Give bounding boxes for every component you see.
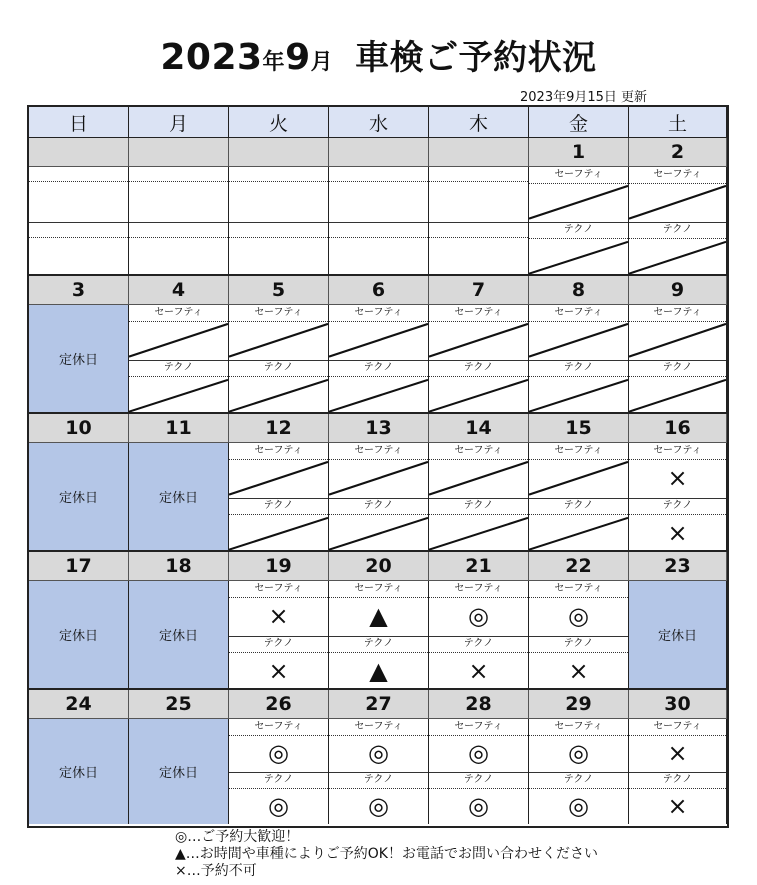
- safety-label: セーフティ: [529, 720, 628, 736]
- techno-slot: [629, 772, 726, 825]
- status-mark-full: ×: [667, 464, 688, 493]
- closed-out-slash: [529, 515, 628, 553]
- techno-slot: [629, 222, 726, 277]
- techno-slot: [329, 498, 428, 553]
- cell-divider: [329, 237, 428, 238]
- safety-label: セーフティ: [529, 168, 628, 184]
- date-number: 5: [229, 276, 329, 305]
- status-mark-full: ×: [667, 792, 688, 821]
- date-number: 8: [529, 276, 629, 305]
- empty-day-cell: [429, 167, 529, 276]
- closed-out-slash: [229, 321, 328, 360]
- closed-out-slash: [329, 377, 428, 415]
- closed-day-cell: [29, 443, 129, 552]
- closed-out-slash: [429, 377, 528, 415]
- title-year: 2023: [160, 37, 263, 78]
- techno-label: テクノ: [629, 361, 726, 377]
- title-year-suffix: 年: [262, 50, 286, 75]
- date-number: 6: [329, 276, 429, 305]
- cell-divider: [129, 237, 228, 238]
- status-mark-ok: ◎: [468, 792, 489, 821]
- safety-label: セーフティ: [529, 306, 628, 322]
- status-mark-full: ×: [268, 657, 289, 686]
- closed-label: 定休日: [158, 766, 198, 781]
- closed-out-slash: [629, 321, 726, 360]
- status-mark-ok: ◎: [268, 792, 289, 821]
- slash-line: [229, 462, 328, 495]
- safety-label: セーフティ: [329, 720, 428, 736]
- slash-line: [429, 379, 528, 411]
- techno-label: テクノ: [629, 499, 726, 515]
- date-number: 4: [129, 276, 229, 305]
- techno-slot: [429, 360, 528, 415]
- date-number: 11: [129, 414, 229, 443]
- date-number: 25: [129, 690, 229, 719]
- day-cell: [429, 581, 529, 690]
- status-mark-full: ×: [268, 602, 289, 631]
- safety-label: セーフティ: [229, 720, 328, 736]
- date-number: 26: [229, 690, 329, 719]
- updated-date: 2023年9月15日 更新: [520, 90, 648, 105]
- status-mark-full: ×: [568, 657, 589, 686]
- closed-day-cell: [29, 581, 129, 690]
- status-mark-full: ×: [468, 657, 489, 686]
- safety-label: セーフティ: [629, 720, 726, 736]
- day-cell: [529, 581, 629, 690]
- safety-slot: [329, 581, 428, 636]
- page-title: [0, 30, 757, 79]
- weekday-header: 火: [229, 107, 329, 138]
- safety-slot: [629, 443, 726, 498]
- closed-label: 定休日: [58, 629, 98, 644]
- closed-label: 定休日: [158, 491, 198, 506]
- techno-label: テクノ: [329, 499, 428, 515]
- closed-out-slash: [129, 377, 228, 415]
- slash-line: [329, 324, 428, 357]
- date-number: [129, 138, 229, 167]
- slash-line: [529, 186, 628, 219]
- closed-label: 定休日: [58, 353, 98, 368]
- closed-out-slash: [629, 377, 726, 415]
- safety-label: セーフティ: [529, 444, 628, 460]
- safety-slot: [429, 443, 528, 498]
- techno-slot: [529, 498, 628, 553]
- legend: [175, 829, 598, 880]
- safety-slot: [629, 305, 726, 360]
- legend-ok: ◎…ご予約大歓迎！: [175, 829, 300, 845]
- day-cell: [329, 305, 429, 414]
- empty-day-cell: [329, 167, 429, 276]
- day-cell: [629, 719, 727, 824]
- title-month: 9: [285, 37, 311, 78]
- closed-out-slash: [229, 377, 328, 415]
- safety-label: セーフティ: [129, 306, 228, 322]
- closed-day-cell: [29, 719, 129, 824]
- weekday-header: 土: [629, 107, 727, 138]
- slash-line: [129, 324, 228, 357]
- techno-slot: [229, 360, 328, 415]
- date-number: 13: [329, 414, 429, 443]
- techno-label: テクノ: [329, 773, 428, 789]
- safety-slot: [529, 305, 628, 360]
- date-number: 20: [329, 552, 429, 581]
- slash-line: [629, 241, 726, 273]
- techno-label: テクノ: [229, 361, 328, 377]
- techno-label: テクノ: [629, 223, 726, 239]
- closed-out-slash: [329, 321, 428, 360]
- empty-day-cell: [129, 167, 229, 276]
- safety-slot: [229, 719, 328, 772]
- cell-divider: [229, 237, 328, 238]
- status-mark-ok: ◎: [568, 602, 589, 631]
- closed-label: 定休日: [158, 629, 198, 644]
- safety-label: セーフティ: [329, 444, 428, 460]
- slash-line: [629, 186, 726, 219]
- techno-slot: [529, 360, 628, 415]
- techno-label: テクノ: [229, 499, 328, 515]
- day-cell: [529, 719, 629, 824]
- slash-line: [429, 517, 528, 549]
- status-mark-full: ×: [667, 519, 688, 548]
- date-number: 19: [229, 552, 329, 581]
- techno-slot: [229, 498, 328, 553]
- techno-label: テクノ: [529, 223, 628, 239]
- safety-label: セーフティ: [229, 306, 328, 322]
- cell-divider: [429, 237, 528, 238]
- weekday-header: 日: [29, 107, 129, 138]
- cell-divider: [229, 181, 328, 182]
- safety-label: セーフティ: [629, 444, 726, 460]
- safety-slot: [529, 443, 628, 498]
- cell-divider: [429, 181, 528, 182]
- techno-slot: [529, 772, 628, 825]
- closed-out-slash: [129, 321, 228, 360]
- cell-divider: [329, 222, 428, 223]
- date-number: 16: [629, 414, 727, 443]
- date-number: 18: [129, 552, 229, 581]
- techno-slot: [429, 636, 528, 691]
- date-number: 14: [429, 414, 529, 443]
- techno-label: テクノ: [229, 637, 328, 653]
- empty-day-cell: [229, 167, 329, 276]
- closed-label: 定休日: [58, 491, 98, 506]
- day-cell: [429, 443, 529, 552]
- closed-label: 定休日: [58, 766, 98, 781]
- techno-label: テクノ: [529, 637, 628, 653]
- status-mark-ok: ◎: [368, 792, 389, 821]
- slash-line: [229, 379, 328, 411]
- safety-label: セーフティ: [429, 444, 528, 460]
- date-number: [29, 138, 129, 167]
- slash-line: [529, 462, 628, 495]
- day-cell: [329, 719, 429, 824]
- legend-full: ×…予約不可: [175, 863, 257, 879]
- closed-out-slash: [229, 459, 328, 498]
- closed-out-slash: [529, 321, 628, 360]
- techno-label: テクノ: [329, 637, 428, 653]
- safety-slot: [329, 719, 428, 772]
- day-cell: [229, 305, 329, 414]
- weekday-header: 金: [529, 107, 629, 138]
- date-number: [329, 138, 429, 167]
- date-number: [229, 138, 329, 167]
- date-number: 29: [529, 690, 629, 719]
- closed-day-cell: [29, 305, 129, 414]
- closed-out-slash: [529, 239, 628, 277]
- date-number: 17: [29, 552, 129, 581]
- closed-out-slash: [429, 459, 528, 498]
- safety-slot: [429, 581, 528, 636]
- day-cell: [629, 443, 727, 552]
- cell-divider: [429, 222, 528, 223]
- cell-divider: [29, 237, 128, 238]
- cell-divider: [329, 181, 428, 182]
- date-number: 7: [429, 276, 529, 305]
- safety-label: セーフティ: [329, 306, 428, 322]
- techno-label: テクノ: [429, 637, 528, 653]
- date-number: 24: [29, 690, 129, 719]
- legend-limited: ▲…お時間や車種によりご予約OK！お電話でお問い合わせください: [175, 846, 598, 862]
- techno-label: テクノ: [229, 773, 328, 789]
- safety-label: セーフティ: [429, 582, 528, 598]
- closed-out-slash: [429, 321, 528, 360]
- techno-slot: [229, 636, 328, 691]
- techno-slot: [229, 772, 328, 825]
- status-mark-ok: ◎: [468, 739, 489, 768]
- slash-line: [329, 517, 428, 549]
- status-mark-limited: ▲: [369, 602, 388, 631]
- safety-label: セーフティ: [229, 582, 328, 598]
- techno-slot: [529, 222, 628, 277]
- techno-slot: [629, 498, 726, 553]
- techno-slot: [429, 498, 528, 553]
- status-mark-limited: ▲: [369, 657, 388, 686]
- techno-slot: [129, 360, 228, 415]
- safety-label: セーフティ: [529, 582, 628, 598]
- weekday-header: 木: [429, 107, 529, 138]
- date-number: 28: [429, 690, 529, 719]
- safety-slot: [629, 719, 726, 772]
- closed-out-slash: [229, 515, 328, 553]
- date-number: [429, 138, 529, 167]
- day-cell: [529, 443, 629, 552]
- cell-divider: [129, 181, 228, 182]
- day-cell: [629, 167, 727, 276]
- techno-label: テクノ: [429, 499, 528, 515]
- techno-label: テクノ: [529, 361, 628, 377]
- slash-line: [629, 324, 726, 357]
- techno-label: テクノ: [429, 361, 528, 377]
- day-cell: [129, 305, 229, 414]
- techno-slot: [329, 772, 428, 825]
- safety-slot: [129, 305, 228, 360]
- techno-label: テクノ: [629, 773, 726, 789]
- safety-slot: [529, 581, 628, 636]
- safety-label: セーフティ: [329, 582, 428, 598]
- slash-line: [229, 517, 328, 549]
- closed-out-slash: [529, 183, 628, 222]
- slash-line: [429, 324, 528, 357]
- techno-label: テクノ: [529, 773, 628, 789]
- status-mark-ok: ◎: [368, 739, 389, 768]
- cell-divider: [229, 222, 328, 223]
- safety-label: セーフティ: [629, 306, 726, 322]
- safety-label: セーフティ: [229, 444, 328, 460]
- weekday-header: 月: [129, 107, 229, 138]
- day-cell: [329, 581, 429, 690]
- day-cell: [429, 305, 529, 414]
- techno-label: テクノ: [429, 773, 528, 789]
- slash-line: [329, 462, 428, 495]
- status-mark-ok: ◎: [468, 602, 489, 631]
- closed-out-slash: [329, 515, 428, 553]
- date-number: 23: [629, 552, 727, 581]
- date-number: 10: [29, 414, 129, 443]
- date-number: 12: [229, 414, 329, 443]
- date-number: 9: [629, 276, 727, 305]
- closed-out-slash: [429, 515, 528, 553]
- safety-label: セーフティ: [429, 720, 528, 736]
- closed-out-slash: [529, 459, 628, 498]
- techno-slot: [329, 636, 428, 691]
- closed-day-cell: [629, 581, 727, 690]
- cell-divider: [29, 222, 128, 223]
- date-number: 27: [329, 690, 429, 719]
- status-mark-ok: ◎: [568, 792, 589, 821]
- title-month-suffix: 月: [310, 50, 334, 75]
- status-mark-full: ×: [667, 739, 688, 768]
- slash-line: [529, 517, 628, 549]
- cell-divider: [29, 181, 128, 182]
- day-cell: [629, 305, 727, 414]
- date-number: 22: [529, 552, 629, 581]
- day-cell: [529, 305, 629, 414]
- techno-slot: [429, 772, 528, 825]
- status-mark-ok: ◎: [268, 739, 289, 768]
- techno-slot: [329, 360, 428, 415]
- day-cell: [429, 719, 529, 824]
- day-cell: [229, 719, 329, 824]
- safety-slot: [229, 305, 328, 360]
- closed-day-cell: [129, 443, 229, 552]
- date-number: 1: [529, 138, 629, 167]
- closed-out-slash: [629, 239, 726, 277]
- safety-slot: [529, 719, 628, 772]
- techno-label: テクノ: [529, 499, 628, 515]
- closed-out-slash: [329, 459, 428, 498]
- safety-slot: [529, 167, 628, 222]
- safety-label: セーフティ: [429, 306, 528, 322]
- date-number: 15: [529, 414, 629, 443]
- slash-line: [529, 324, 628, 357]
- closed-day-cell: [129, 719, 229, 824]
- techno-label: テクノ: [329, 361, 428, 377]
- date-number: 30: [629, 690, 727, 719]
- title-subject: 車検ご予約状況: [355, 38, 597, 78]
- slash-line: [529, 241, 628, 273]
- date-number: 21: [429, 552, 529, 581]
- day-cell: [529, 167, 629, 276]
- slash-line: [229, 324, 328, 357]
- cell-divider: [129, 222, 228, 223]
- day-cell: [229, 581, 329, 690]
- weekday-header: 水: [329, 107, 429, 138]
- closed-day-cell: [129, 581, 229, 690]
- techno-label: テクノ: [129, 361, 228, 377]
- slash-line: [329, 379, 428, 411]
- empty-day-cell: [29, 167, 129, 276]
- closed-out-slash: [629, 183, 726, 222]
- slash-line: [629, 379, 726, 411]
- date-number: 2: [629, 138, 727, 167]
- safety-slot: [429, 719, 528, 772]
- slash-line: [429, 462, 528, 495]
- day-cell: [229, 443, 329, 552]
- techno-slot: [529, 636, 628, 691]
- date-number: 3: [29, 276, 129, 305]
- safety-label: セーフティ: [629, 168, 726, 184]
- slash-line: [129, 379, 228, 411]
- safety-slot: [329, 443, 428, 498]
- safety-slot: [229, 443, 328, 498]
- safety-slot: [329, 305, 428, 360]
- safety-slot: [229, 581, 328, 636]
- safety-slot: [429, 305, 528, 360]
- day-cell: [329, 443, 429, 552]
- closed-label: 定休日: [657, 629, 697, 644]
- safety-slot: [629, 167, 726, 222]
- techno-slot: [629, 360, 726, 415]
- slash-line: [529, 379, 628, 411]
- status-mark-ok: ◎: [568, 739, 589, 768]
- closed-out-slash: [529, 377, 628, 415]
- reservation-calendar: [27, 105, 729, 828]
